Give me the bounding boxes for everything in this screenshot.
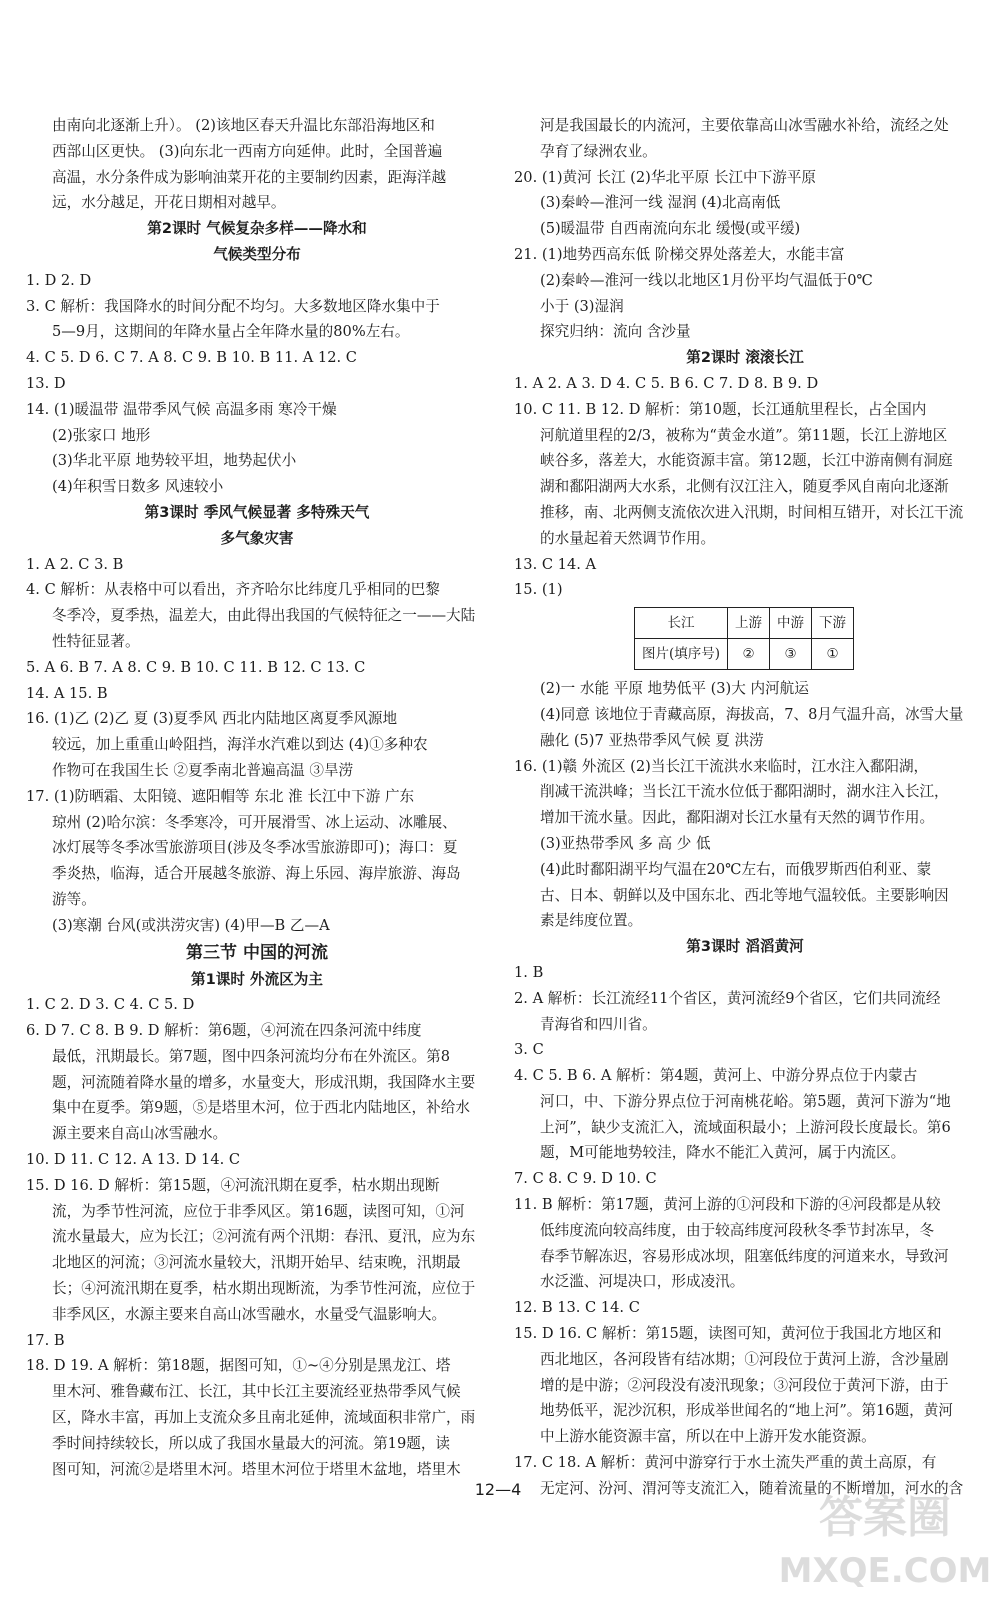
table-cell: ③ <box>770 639 812 670</box>
section-heading: 第2课时 滚滚长江 <box>686 349 804 367</box>
table-cell: 上游 <box>728 608 770 639</box>
right-column-bottom <box>514 676 976 1502</box>
answer-continuation: 古、日本、朝鲜以及中国东北、西北等地气温较低。主要影响因 <box>540 886 949 904</box>
watermark-url: MXQE.COM <box>778 1551 992 1591</box>
answer-continuation: 冰灯展等冬季冰雪旅游项目(涉及冬季冰雪旅游即可)；海口：夏 <box>52 839 458 857</box>
answer-line: 1. A 2. C 3. B <box>26 555 124 573</box>
answer-continuation: (2)秦岭—淮河一线以北地区1月份平均气温低于0℃ <box>540 271 873 289</box>
answer-line: 17. B <box>26 1331 65 1349</box>
answer-continuation: (4)年积雪日数多 风速较小 <box>52 478 224 496</box>
answer-continuation: 河航道里程的2/3，被称为“黄金水道”。第11题，长江上游地区 <box>540 426 948 444</box>
answer-line: 1. B <box>514 963 544 981</box>
answer-continuation: (3)亚热带季风 多 高 少 低 <box>540 834 711 852</box>
answer-table <box>634 607 854 670</box>
table-cell: ① <box>812 639 854 670</box>
answer-line: 10. D 11. C 12. A 13. D 14. C <box>26 1151 241 1169</box>
answer-continuation: (2)一 水能 平原 地势低平 (3)大 内河航运 <box>540 680 809 698</box>
answer-line: 4. C 5. D 6. C 7. A 8. C 9. B 10. B 11. A 12. C <box>26 349 357 367</box>
table-cell: ② <box>728 639 770 670</box>
answer-continuation: 5—9月，这期间的年降水量占全年降水量的80%左右。 <box>52 323 410 341</box>
answer-continuation: 流，为季节性河流，应位于非季风区。第16题，读图可知，①河 <box>52 1202 465 1220</box>
answer-continuation: 河口，中、下游分界点位于河南桃花峪。第5题，黄河下游为“地 <box>540 1092 951 1110</box>
section-heading: 第3课时 季风气候显著 多特殊天气 <box>144 503 370 521</box>
answer-continuation: 小于 (3)湿润 <box>540 297 624 315</box>
answer-continuation: 里木河、雅鲁藏布江、长江，其中长江主要流经亚热带季风气候 <box>52 1383 461 1401</box>
answer-line: 13. D <box>26 374 66 392</box>
answer-continuation: 增的是中游；②河段没有凌汛现象；③河段位于黄河下游，由于 <box>540 1376 949 1394</box>
answer-continuation: 削减干流洪峰；当长江干流水位低于鄱阳湖时，湖水注入长江， <box>540 783 949 801</box>
answer-continuation: 图可知，河流②是塔里木河。塔里木河位于塔里木盆地，塔里木 <box>52 1460 461 1478</box>
answer-continuation: (4)此时鄱阳湖平均气温在20℃左右，而俄罗斯西伯利亚、蒙 <box>540 860 932 878</box>
answer-continuation: 冬季冷，夏季热，温差大，由此得出我国的气候特征之一——大陆 <box>52 607 476 625</box>
answer-continuation: 湖和鄱阳湖两大水系，北侧有汉江注入，随夏季风自南向北逐渐 <box>540 478 949 496</box>
section-heading: 第三节 中国的河流 <box>186 942 328 963</box>
answer-continuation: 中上游水能资源丰富，所以在中上游开发水能资源。 <box>540 1428 876 1446</box>
answer-continuation: 峡谷多，落差大，水能资源丰富。第12题，长江中游南侧有洞庭 <box>540 452 953 470</box>
answer-continuation: 增加干流水量。因此，鄱阳湖对长江水量有天然的调节作用。 <box>540 809 935 827</box>
answer-continuation: 性特征显著。 <box>52 632 140 650</box>
answer-line: 15. D 16. D 解析：第15题，④河流汛期在夏季，枯水期出现断 <box>26 1176 440 1194</box>
answer-continuation: 集中在夏季。第9题，⑤是塔里木河，位于西北内陆地区，补给水 <box>52 1099 470 1117</box>
answer-continuation: 融化 (5)7 亚热带季风气候 夏 洪涝 <box>540 731 764 749</box>
answer-line: 6. D 7. C 8. B 9. D 解析：第6题，④河流在四条河流中纬度 <box>26 1022 422 1040</box>
section-heading: 多气象灾害 <box>220 529 294 547</box>
table-cell: 图片(填序号) <box>635 639 728 670</box>
answer-continuation: 青海省和四川省。 <box>540 1015 657 1033</box>
answer-line: 14. A 15. B <box>26 684 108 702</box>
watermark-logo <box>778 1474 992 1594</box>
answer-continuation: 题，M可能地势较洼，降水不能汇入黄河，属于内流区。 <box>540 1144 906 1162</box>
answer-line: 18. D 19. A 解析：第18题，据图可知，①~④分别是黑龙江、塔 <box>26 1357 451 1375</box>
section-heading: 第1课时 外流区为主 <box>191 970 323 988</box>
answer-continuation: 非季风区，水源主要来自高山冰雪融水，水量受气温影响大。 <box>52 1305 447 1323</box>
answer-line: 1. D 2. D <box>26 271 92 289</box>
answer-continuation: (2)张家口 地形 <box>52 426 151 444</box>
answer-continuation: 北地区的河流；③河流水量较大，汛期开始早、结束晚，汛期最 <box>52 1254 461 1272</box>
answer-line: 12. B 13. C 14. C <box>514 1299 640 1317</box>
table-cell: 下游 <box>812 608 854 639</box>
text-line: 高温，水分条件成为影响油菜开花的主要制约因素，距海洋越 <box>52 168 447 186</box>
left-column <box>26 113 488 1482</box>
answer-continuation: 上河”，缺少支流汇入，流域面积最小；上游河段长度最长。第6 <box>540 1118 951 1136</box>
text-line: 西部山区更快。 (3)向东北一西南方向延伸。此时，全国普遍 <box>52 142 443 160</box>
answer-line: 17. C 18. A 解析：黄河中游穿行于水土流失严重的黄土高原，有 <box>514 1454 937 1472</box>
right-column-top <box>514 113 976 603</box>
answer-line: 10. C 11. B 12. D 解析：第10题，长江通航里程长，占全国内 <box>514 400 927 418</box>
text-line: 远，水分越足，开花日期相对越早。 <box>52 194 286 212</box>
answer-continuation: (3)寒潮 台风(或洪涝灾害) (4)甲—B 乙—A <box>52 916 330 934</box>
answer-continuation: 水泛滥、河堤决口，形成凌汛。 <box>540 1273 745 1291</box>
answer-line: 4. C 解析：从表格中可以看出，齐齐哈尔比纬度几乎相同的巴黎 <box>26 581 440 599</box>
answer-continuation: 游等。 <box>52 890 96 908</box>
answer-line: 3. C <box>514 1041 544 1059</box>
answer-line: 4. C 5. B 6. A 解析：第4题，黄河上、中游分界点位于内蒙古 <box>514 1067 918 1085</box>
answer-line: 16. (1)乙 (2)乙 夏 (3)夏季风 西北内陆地区离夏季风源地 <box>26 710 398 728</box>
answer-continuation: 区，降水丰富，再加上支流众多且南北延伸，流域面积非常广，雨 <box>52 1409 476 1427</box>
answer-continuation: (5)暖温带 自西南流向东北 缓慢(或平缓) <box>540 220 801 238</box>
answer-continuation: 河是我国最长的内流河，主要依靠高山冰雪融水补给，流经之处 <box>540 117 949 134</box>
watermark-title: 答案圈 <box>819 1492 951 1543</box>
answer-continuation: 素是纬度位置。 <box>540 912 643 930</box>
answer-line: 7. C 8. C 9. D 10. C <box>514 1170 657 1188</box>
answer-continuation: 探究归纳：流向 含沙量 <box>540 323 691 341</box>
answer-line: 17. (1)防晒霜、太阳镜、遮阳帽等 东北 淮 长江中下游 广东 <box>26 787 415 805</box>
table-cell: 长江 <box>635 608 728 639</box>
answer-line: 14. (1)暖温带 温带季风气候 高温多雨 寒冷干燥 <box>26 400 337 418</box>
answer-line: 1. A 2. A 3. D 4. C 5. B 6. C 7. D 8. B 9. D <box>514 374 819 392</box>
answer-continuation: 较远，加上重重山岭阻挡，海洋水汽难以到达 (4)①多种农 <box>52 736 428 754</box>
answer-continuation: 春季节解冻迟，容易形成冰坝，阻塞低纬度的河道来水，导致河 <box>540 1247 949 1265</box>
answer-line: 5. A 6. B 7. A 8. C 9. B 10. C 11. B 12. C 13. C <box>26 658 366 676</box>
answer-continuation: 源主要来自高山冰雪融水。 <box>52 1125 228 1143</box>
answer-continuation: 长；④河流汛期在夏季，枯水期出现断流，为季节性河流，应位于 <box>52 1280 476 1298</box>
table-row <box>635 608 854 639</box>
section-heading: 气候类型分布 <box>213 245 301 263</box>
answer-line: 11. B 解析：第17题，黄河上游的①河段和下游的④河段都是从较 <box>514 1196 941 1214</box>
answer-line: 21. (1)地势西高东低 阶梯交界处落差大，水能丰富 <box>514 245 845 263</box>
answer-continuation: 孕育了绿洲农业。 <box>540 142 657 160</box>
answer-continuation: (4)同意 该地位于青藏高原，海拔高，7、8月气温升高，冰雪大量 <box>540 705 964 723</box>
answer-line: 1. C 2. D 3. C 4. C 5. D <box>26 996 195 1014</box>
answer-continuation: 的水量起着天然调节作用。 <box>540 529 716 547</box>
answer-continuation: 琼州 (2)哈尔滨：冬季寒冷，可开展滑雪、冰上运动、冰雕展、 <box>52 813 457 831</box>
answer-line: 16. (1)赣 外流区 (2)当长江干流洪水来临时，江水注入鄱阳湖， <box>514 757 929 775</box>
answer-line: 3. C 解析：我国降水的时间分配不均匀。大多数地区降水集中于 <box>26 297 440 315</box>
answer-continuation: (3)秦岭—淮河一线 湿润 (4)北高南低 <box>540 194 781 212</box>
text-line: 由南向北逐渐上升）。 (2)该地区春天升温比东部沿海地区和 <box>52 117 435 134</box>
section-heading: 第2课时 气候复杂多样——降水和 <box>147 220 367 238</box>
answer-continuation: 推移，南、北两侧支流依次进入汛期，时间相互错开，对长江干流 <box>540 503 964 521</box>
answer-continuation: 季炎热，临海，适合开展越冬旅游、海上乐园、海岸旅游、海岛 <box>52 865 461 883</box>
answer-continuation: 西北地区，各河段皆有结冰期；①河段位于黄河上游，含沙量剧 <box>540 1350 949 1368</box>
answer-continuation: 流水量最大，应为长江；②河流有两个汛期：春汛、夏汛，应为东 <box>52 1228 476 1246</box>
answer-line: 15. (1) <box>514 581 563 599</box>
answer-line: 2. A 解析：长江流经11个省区，黄河流经9个省区，它们共同流经 <box>514 989 941 1007</box>
table-cell: 中游 <box>770 608 812 639</box>
table-row <box>635 639 854 670</box>
answer-continuation: 季时间持续较长，所以成了我国水量最大的河流。第19题，读 <box>52 1434 451 1452</box>
page-number: 12—4 <box>474 1480 522 1499</box>
answer-continuation: 作物可在我国生长 ②夏季南北普遍高温 ③旱涝 <box>52 761 354 779</box>
answer-line: 13. C 14. A <box>514 555 597 573</box>
section-heading: 第3课时 滔滔黄河 <box>686 938 804 956</box>
answer-continuation: 最低，汛期最长。第7题，图中四条河流均分布在外流区。第8 <box>52 1047 451 1065</box>
answer-continuation: 低纬度流向较高纬度，由于较高纬度河段秋冬季节封冻早，冬 <box>540 1221 935 1239</box>
answer-line: 20. (1)黄河 长江 (2)华北平原 长江中下游平原 <box>514 168 817 186</box>
answer-continuation: 题，河流随着降水量的增多，水量变大，形成汛期，我国降水主要 <box>52 1073 476 1091</box>
answer-continuation: 地势低平，泥沙沉积，形成举世闻名的“地上河”。第16题，黄河 <box>540 1402 953 1420</box>
answer-line: 15. D 16. C 解析：第15题，读图可知，黄河位于我国北方地区和 <box>514 1325 942 1343</box>
right-column <box>514 113 976 1502</box>
answer-continuation: (3)华北平原 地势较平坦，地势起伏小 <box>52 452 297 470</box>
answer-continuation: 无定河、汾河、渭河等支流汇入，随着流量的不断增加，河水的含 <box>540 1479 964 1497</box>
